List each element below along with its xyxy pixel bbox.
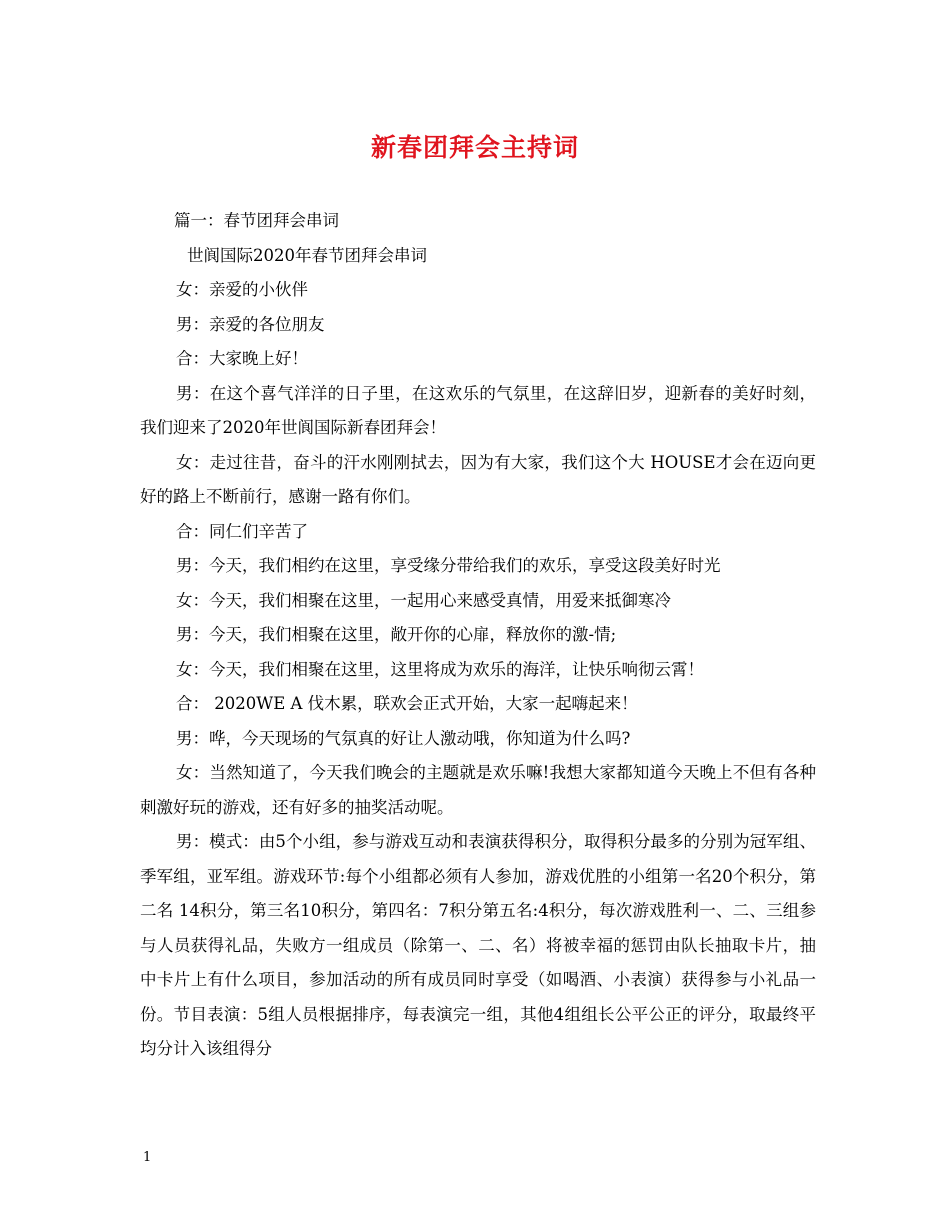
dialogue-line: 合：大家晚上好！ — [176, 349, 308, 368]
dialogue-line: 男：今天，我们相约在这里，享受缘分带给我们的欢乐，享受这段美好时光 — [176, 556, 721, 575]
document-body — [140, 204, 816, 1067]
dialogue-line: 女：今天，我们相聚在这里，这里将成为欢乐的海洋，让快乐响彻云霄！ — [176, 659, 704, 679]
dialogue-line: 女：走过往昔，奋斗的汗水刚刚拭去，因为有大家，我们这个大 HOUSE才会在迈向更好的路上不断前行，感谢一路有你们。 — [140, 452, 816, 506]
dialogue-line: 男：哗，今天现场的气氛真的好让人激动哦，你知道为什么吗? — [176, 728, 631, 748]
section-heading: 篇一：春节团拜会串词 — [174, 211, 339, 230]
dialogue-line: 男：模式：由5个小组，参与游戏互动和表演获得积分，取得积分最多的分别为冠军组、季军组，亚军组。游戏环节:每个小组都必须有人参加，游戏优胜的小组第一名20个积分，第二名 14积分，第三名10积分，第四名：7积分第五名:4积分，每次游戏胜利一、二、三组参与人员获得礼品，失败方一组成员（除第一、二、名）将被幸福的惩罚由队长抽取卡片，抽中卡片上有什么项目，参加活动的所有成员同时享受（如喝酒、小表演）获得参与小礼品一份。节目表演：5组人员根据排序，每表演完一组，其他4组组长公平公正的评分，取最终平均分计入该组得分 — [140, 832, 816, 1058]
document-title: 新春团拜会主持词 — [370, 133, 579, 162]
dialogue-line: 女：当然知道了，今天我们晚会的主题就是欢乐嘛!我想大家都知道今天晚上不但有各种刺激好玩的游戏，还有好多的抽奖活动呢。 — [140, 763, 816, 817]
dialogue-line: 男：今天，我们相聚在这里，敞开你的心扉，释放你的激-情; — [176, 625, 617, 644]
dialogue-line: 男：在这个喜气洋洋的日子里，在这欢乐的气氛里，在这辞旧岁，迎新春的美好时刻，我们迎来了2020年世阆国际新春团拜会！ — [140, 383, 816, 437]
subtitle-paragraph: 世阆国际2020年春节团拜会串词 — [187, 245, 427, 265]
page-number: 1 — [143, 1150, 152, 1165]
dialogue-line: 男：亲爱的各位朋友 — [176, 314, 325, 334]
dialogue-line: 合：同仁们辛苦了 — [176, 521, 308, 541]
dialogue-line: 女：亲爱的小伙伴 — [176, 280, 308, 299]
dialogue-line: 女：今天，我们相聚在这里，一起用心来感受真情，用爱来抵御寒冷 — [176, 590, 671, 610]
dialogue-line: 合： 2020WE A 伐木累，联欢会正式开始，大家一起嗨起来！ — [176, 694, 638, 713]
